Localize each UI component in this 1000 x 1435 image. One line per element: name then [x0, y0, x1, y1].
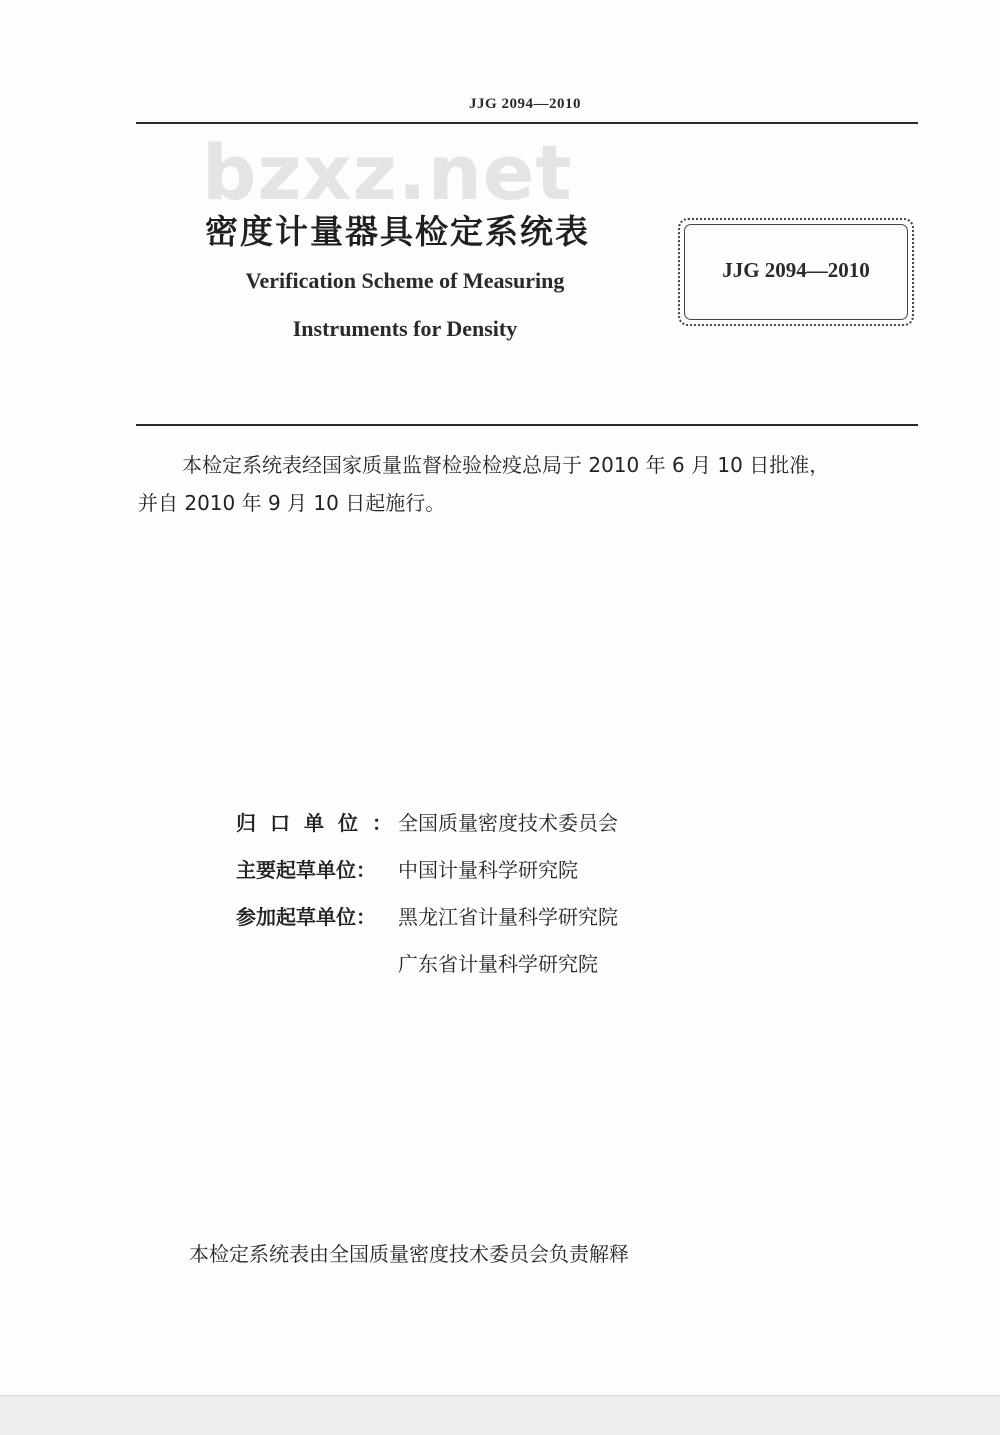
unit-label-main-drafting: 主要起草单位： — [236, 858, 376, 882]
unit-value-responsible: 全国质量密度技术委员会 — [398, 811, 618, 835]
unit-row-participating — [236, 898, 618, 945]
drafting-units — [236, 804, 618, 992]
standard-code-box — [678, 218, 914, 326]
approval-statement — [138, 446, 928, 522]
unit-value-main-drafting: 中国计量科学研究院 — [398, 858, 578, 882]
approval-line-2: 并自 2010 年 9 月 10 日起施行。 — [138, 491, 446, 515]
unit-value-participating-2: 广东省计量科学研究院 — [398, 952, 598, 976]
unit-row-main-drafting — [236, 851, 618, 898]
unit-label-responsible: 归口单位： — [236, 811, 406, 835]
title-english-line2: Instruments for Density — [292, 316, 518, 341]
title-english-line1: Verification Scheme of Measuring — [245, 268, 565, 293]
title-divider — [136, 424, 918, 426]
footer-interpretation-note: 本检定系统表由全国质量密度技术委员会负责解释 — [189, 1242, 629, 1266]
title-chinese: 密度计量器具检定系统表 — [205, 212, 590, 251]
unit-label-participating: 参加起草单位： — [236, 905, 376, 929]
watermark: bzxz.net — [202, 128, 573, 217]
unit-row-participating-2 — [236, 945, 618, 992]
approval-line-1: 本检定系统表经国家质量监督检验检疫总局于 2010 年 6 月 10 日批准， — [182, 453, 830, 477]
unit-row-responsible — [236, 804, 618, 851]
viewer-bottom-strip — [0, 1395, 1000, 1435]
header-standard-code: JJG 2094—2010 — [469, 96, 581, 112]
unit-value-participating-1: 黑龙江省计量科学研究院 — [398, 905, 618, 929]
header-divider — [136, 122, 918, 124]
code-box-text: JJG 2094—2010 — [722, 258, 870, 282]
